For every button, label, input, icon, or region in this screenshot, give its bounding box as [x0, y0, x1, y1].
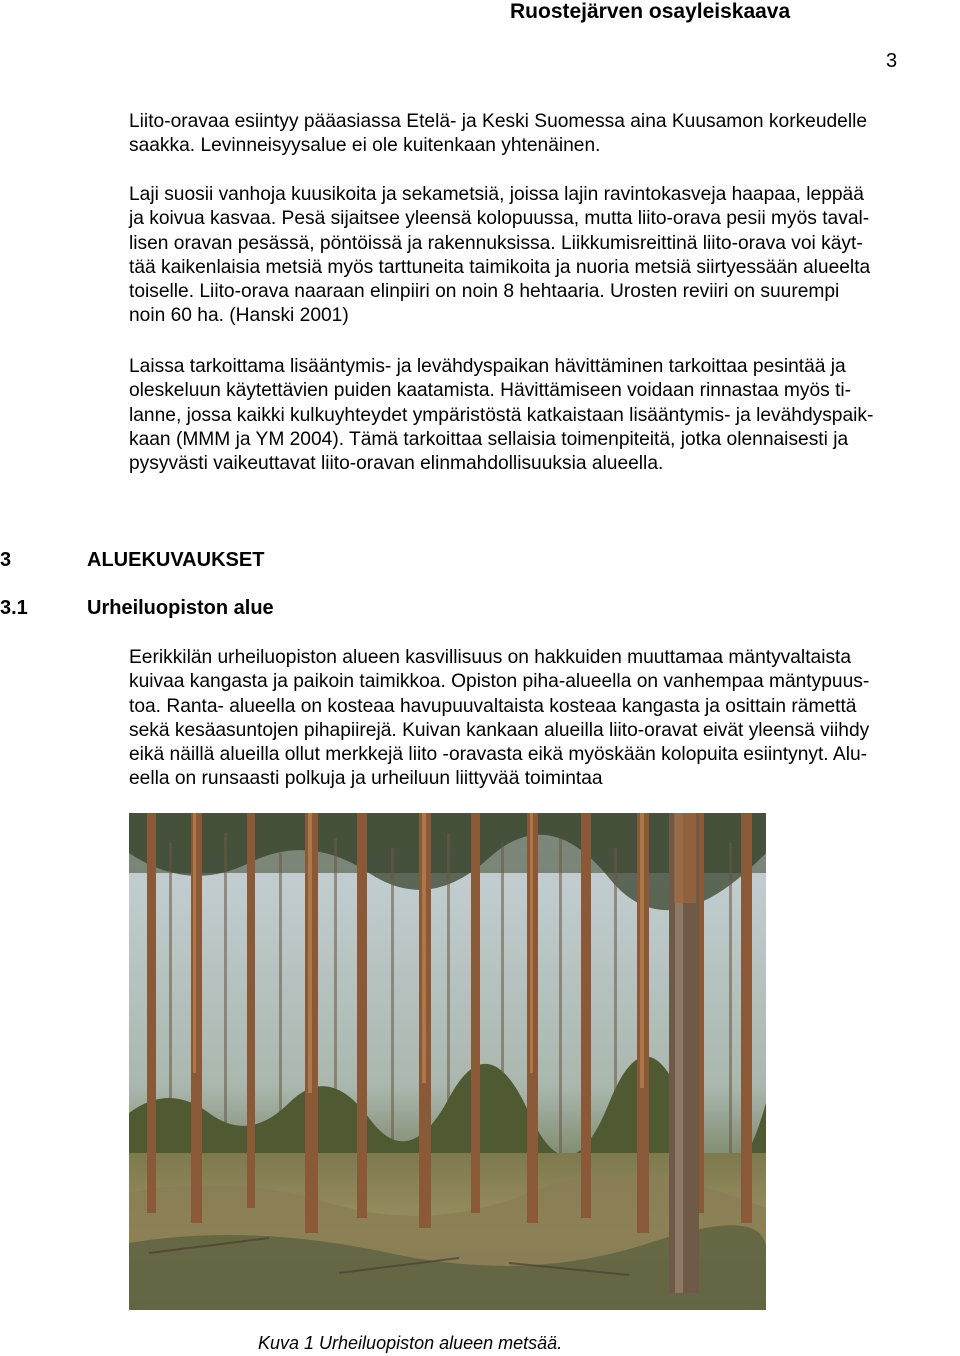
forest-illustration [129, 813, 766, 1310]
figure-caption: Kuva 1 Urheiluopiston alueen metsää. [258, 1333, 563, 1353]
text-line: Liito-oravaa esiintyy pääasiassa Etelä- ja Keski Suomessa aina Kuusamon korkeudelle [129, 111, 868, 132]
text-line: eella on runsaasti polkuja ja urheiluun liittyvää toimintaa [129, 768, 603, 790]
text-line: Laissa tarkoittama lisääntymis- ja levähdyspaikan hävittäminen tarkoittaa pesintää ja [129, 356, 846, 377]
subsection-number: 3.1 [0, 597, 28, 619]
paragraph-law [129, 355, 955, 476]
paragraph-area-description [129, 646, 955, 792]
section-number: 3 [0, 549, 12, 571]
text-line: kuivaa kangasta ja paikoin taimikkoa. Opiston piha-alueella on vanhempaa mäntypuus- [129, 671, 870, 693]
text-line: tää kaikenlaisia metsiä myös tarttuneita taimikoita ja nuoria metsiä siirtyessään alueelta [129, 256, 871, 278]
subsection-title: Urheiluopiston alue [87, 597, 274, 619]
text-line: eikä näillä alueilla ollut merkkejä liito -oravasta eikä myöskään kolopuita esiintynyt. Alu- [129, 744, 868, 766]
paragraph-distribution [129, 110, 955, 159]
section-title: ALUEKUVAUKSET [87, 549, 265, 571]
page-number: 3 [886, 50, 898, 72]
text-line: saakka. Levinneisyysalue ei ole kuitenkaan yhtenäinen. [129, 135, 601, 157]
text-line: sekä kesäasuntojen pihapiirejä. Kuivan kankaan alueilla liito-oravat eivät yleensä viihdy [129, 719, 870, 741]
text-line: oleskeluun käytettävien puiden kaatamista. Hävittämiseen voidaan rinnastaa myös ti- [129, 380, 852, 402]
text-line: toa. Ranta- alueella on kosteaa havupuuvaltaista kosteaa kangasta ja osittain rämettä [129, 695, 857, 717]
running-title: Ruostejärven osayleiskaava [510, 0, 791, 23]
paragraph-habitat [129, 183, 955, 329]
text-line: toiselle. Liito-orava naaraan elinpiiri on noin 8 hehtaaria. Urosten reviiri on suurempi [129, 281, 840, 303]
text-line: noin 60 ha. (Hanski 2001) [129, 305, 349, 327]
text-line: Eerikkilän urheiluopiston alueen kasvillisuus on hakkuiden muuttamaa mäntyvaltaista [129, 647, 852, 668]
text-line: lisen oravan pesässä, pöntöissä ja rakennuksissa. Liikkumisreittinä liito-orava voi käyt- [129, 232, 863, 254]
text-line: pysyvästi vaikeuttavat liito-oravan elinmahdollisuuksia alueella. [129, 453, 664, 475]
text-line: kaan (MMM ja YM 2004). Tämä tarkoittaa sellaisia toimenpiteitä, jotka olennaisesti ja [129, 428, 849, 450]
text-line: Laji suosii vanhoja kuusikoita ja sekametsiä, joissa lajin ravintokasveja haapaa, leppää [129, 184, 864, 205]
text-line: ja koivua kasvaa. Pesä sijaitsee yleensä kolopuussa, mutta liito-orava pesii myös taval- [129, 208, 870, 230]
text-line: lanne, jossa kaikki kulkuyhteydet ympäristöstä katkaistaan lisääntymis- ja levähdyspaik- [129, 404, 874, 426]
forest-photo [129, 813, 766, 1310]
